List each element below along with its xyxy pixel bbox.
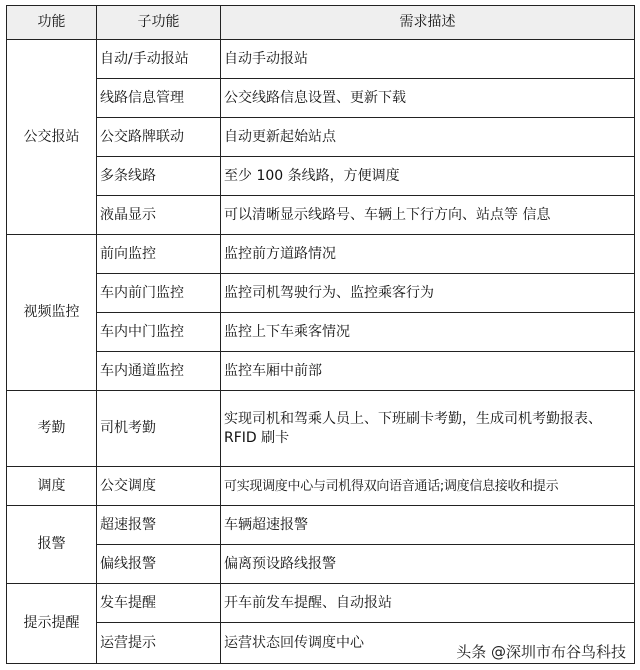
description-cell: 运营状态回传调度中心 bbox=[221, 623, 635, 664]
function-cell: 视频监控 bbox=[7, 235, 97, 391]
table-row bbox=[7, 235, 635, 274]
table-row bbox=[7, 467, 635, 506]
subfunction-cell: 公交路牌联动 bbox=[97, 118, 221, 157]
subfunction-cell: 发车提醒 bbox=[97, 584, 221, 623]
function-cell: 考勤 bbox=[7, 391, 97, 467]
description-cell: 监控前方道路情况 bbox=[221, 235, 635, 274]
table-row bbox=[7, 391, 635, 467]
subfunction-cell: 偏线报警 bbox=[97, 545, 221, 584]
description-cell: 开车前发车提醒、自动报站 bbox=[221, 584, 635, 623]
description-cell: 车辆超速报警 bbox=[221, 506, 635, 545]
table-row bbox=[7, 79, 635, 118]
description-cell: 监控车厢中前部 bbox=[221, 352, 635, 391]
table-header-row bbox=[7, 6, 635, 40]
function-cell: 公交报站 bbox=[7, 40, 97, 235]
description-cell: 偏离预设路线报警 bbox=[221, 545, 635, 584]
table-row bbox=[7, 118, 635, 157]
table-row bbox=[7, 584, 635, 623]
description-cell: 至少 100 条线路，方便调度 bbox=[221, 157, 635, 196]
subfunction-cell: 运营提示 bbox=[97, 623, 221, 664]
subfunction-cell: 超速报警 bbox=[97, 506, 221, 545]
subfunction-cell: 液晶显示 bbox=[97, 196, 221, 235]
function-cell: 报警 bbox=[7, 506, 97, 584]
table-row bbox=[7, 313, 635, 352]
subfunction-cell: 车内前门监控 bbox=[97, 274, 221, 313]
description-cell: 公交线路信息设置、更新下载 bbox=[221, 79, 635, 118]
description-cell: 实现司机和驾乘人员上、下班刷卡考勤，生成司机考勤报表、RFID 刷卡 bbox=[221, 391, 635, 467]
table-row bbox=[7, 196, 635, 235]
description-cell: 自动更新起始站点 bbox=[221, 118, 635, 157]
function-cell: 调度 bbox=[7, 467, 97, 506]
function-cell: 提示提醒 bbox=[7, 584, 97, 664]
subfunction-cell: 司机考勤 bbox=[97, 391, 221, 467]
table-row bbox=[7, 40, 635, 79]
watermark bbox=[452, 641, 630, 662]
table-row bbox=[7, 157, 635, 196]
subfunction-cell: 公交调度 bbox=[97, 467, 221, 506]
requirements-table bbox=[6, 5, 635, 664]
header-subfunction: 子功能 bbox=[97, 6, 221, 40]
description-cell: 监控上下车乘客情况 bbox=[221, 313, 635, 352]
description-cell: 可以清晰显示线路号、车辆上下行方向、站点等 信息 bbox=[221, 196, 635, 235]
subfunction-cell: 多条线路 bbox=[97, 157, 221, 196]
header-description: 需求描述 bbox=[221, 6, 635, 40]
table-row bbox=[7, 352, 635, 391]
subfunction-cell: 车内通道监控 bbox=[97, 352, 221, 391]
description-cell: 自动手动报站 bbox=[221, 40, 635, 79]
subfunction-cell: 线路信息管理 bbox=[97, 79, 221, 118]
description-cell: 监控司机驾驶行为、监控乘客行为 bbox=[221, 274, 635, 313]
header-function: 功能 bbox=[7, 6, 97, 40]
description-cell: 可实现调度中心与司机得双向语音通话;调度信息接收和提示 bbox=[221, 467, 635, 506]
table-row bbox=[7, 506, 635, 545]
table-row bbox=[7, 545, 635, 584]
table-row bbox=[7, 274, 635, 313]
subfunction-cell: 前向监控 bbox=[97, 235, 221, 274]
subfunction-cell: 车内中门监控 bbox=[97, 313, 221, 352]
watermark-text: 头条 @深圳市布谷鸟科技 bbox=[456, 643, 626, 661]
subfunction-cell: 自动/手动报站 bbox=[97, 40, 221, 79]
